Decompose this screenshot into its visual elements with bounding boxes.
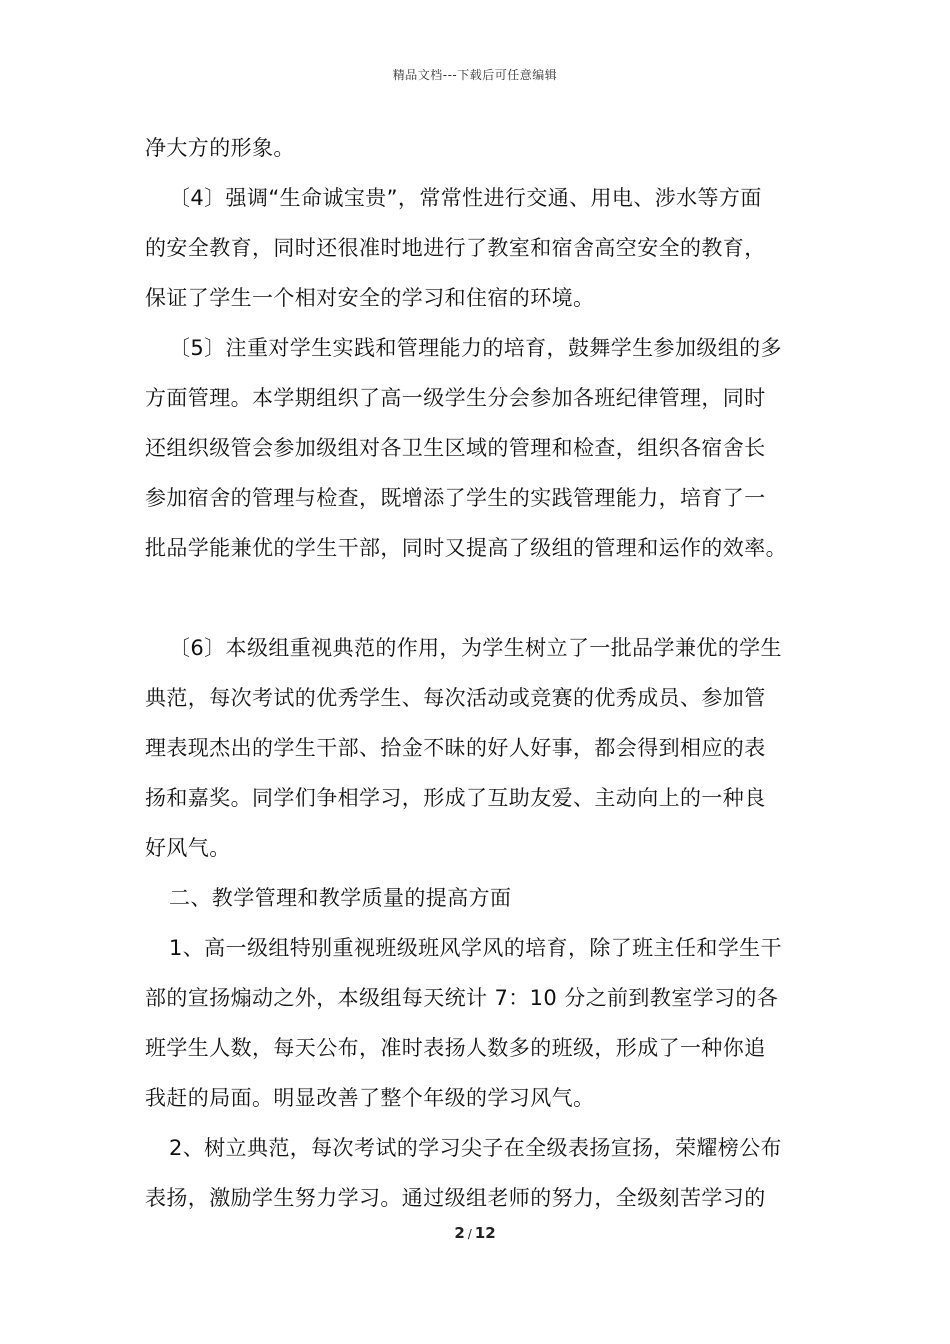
paragraph-gap xyxy=(145,578,815,628)
paragraph-line: 〔5〕注重对学生实践和管理能力的培育，鼓舞学生参加级组的多 xyxy=(169,336,782,360)
paragraph-line: 还组织级管会参加级组对各卫生区域的管理和检查，组织各宿舍长 xyxy=(145,436,766,460)
document-body xyxy=(145,128,815,1228)
paragraph-line: 〔6〕本级组重视典范的作用，为学生树立了一批品学兼优的学生 xyxy=(169,636,782,660)
section-heading: 二、教学管理和教学质量的提高方面 xyxy=(169,886,512,910)
paragraph-line: 批品学能兼优的学生干部，同时又提高了级组的管理和运作的效率。 xyxy=(145,536,787,560)
page-separator: / xyxy=(467,1227,472,1241)
page-total: 12 xyxy=(474,1224,496,1242)
page-header: 精品文档---下载后可任意编辑 xyxy=(392,68,558,82)
paragraph-line: 保证了学生一个相对安全的学习和住宿的环境。 xyxy=(145,286,595,310)
paragraph-line: 净大方的形象。 xyxy=(145,136,295,160)
paragraph-line: 好风气。 xyxy=(145,836,231,860)
paragraph-line: 参加宿舍的管理与检查，既增添了学生的实践管理能力，培育了一 xyxy=(145,486,766,510)
paragraph-line: 班学生人数，每天公布，准时表扬人数多的班级，形成了一种你追 xyxy=(145,1036,766,1060)
page-number xyxy=(0,1224,950,1242)
paragraph-line: 〔4〕强调“生命诚宝贵”，常常性进行交通、用电、涉水等方面 xyxy=(169,186,762,210)
paragraph-line: 1、高一级组特别重视班级班风学风的培育，除了班主任和学生干 xyxy=(169,936,782,960)
paragraph-line: 的安全教育，同时还很准时地进行了教室和宿舍高空安全的教育， xyxy=(145,236,766,260)
paragraph-line: 表扬，激励学生努力学习。通过级组老师的努力，全级刻苦学习的 xyxy=(145,1186,766,1210)
paragraph-line: 方面管理。本学期组织了高一级学生分会参加各班纪律管理，同时 xyxy=(145,386,766,410)
page-current: 2 xyxy=(454,1224,465,1242)
paragraph-line: 理表现杰出的学生干部、拾金不昧的好人好事，都会得到相应的表 xyxy=(145,736,766,760)
paragraph-line: 典范，每次考试的优秀学生、每次活动或竞赛的优秀成员、参加管 xyxy=(145,686,766,710)
paragraph-line: 扬和嘉奖。同学们争相学习，形成了互助友爱、主动向上的一种良 xyxy=(145,786,766,810)
paragraph-line: 我赶的局面。明显改善了整个年级的学习风气。 xyxy=(145,1086,595,1110)
paragraph-line: 部的宣扬煽动之外，本级组每天统计 7：10 分之前到教室学习的各 xyxy=(145,986,779,1010)
paragraph-line: 2、树立典范，每次考试的学习尖子在全级表扬宣扬，荣耀榜公布 xyxy=(169,1136,782,1160)
